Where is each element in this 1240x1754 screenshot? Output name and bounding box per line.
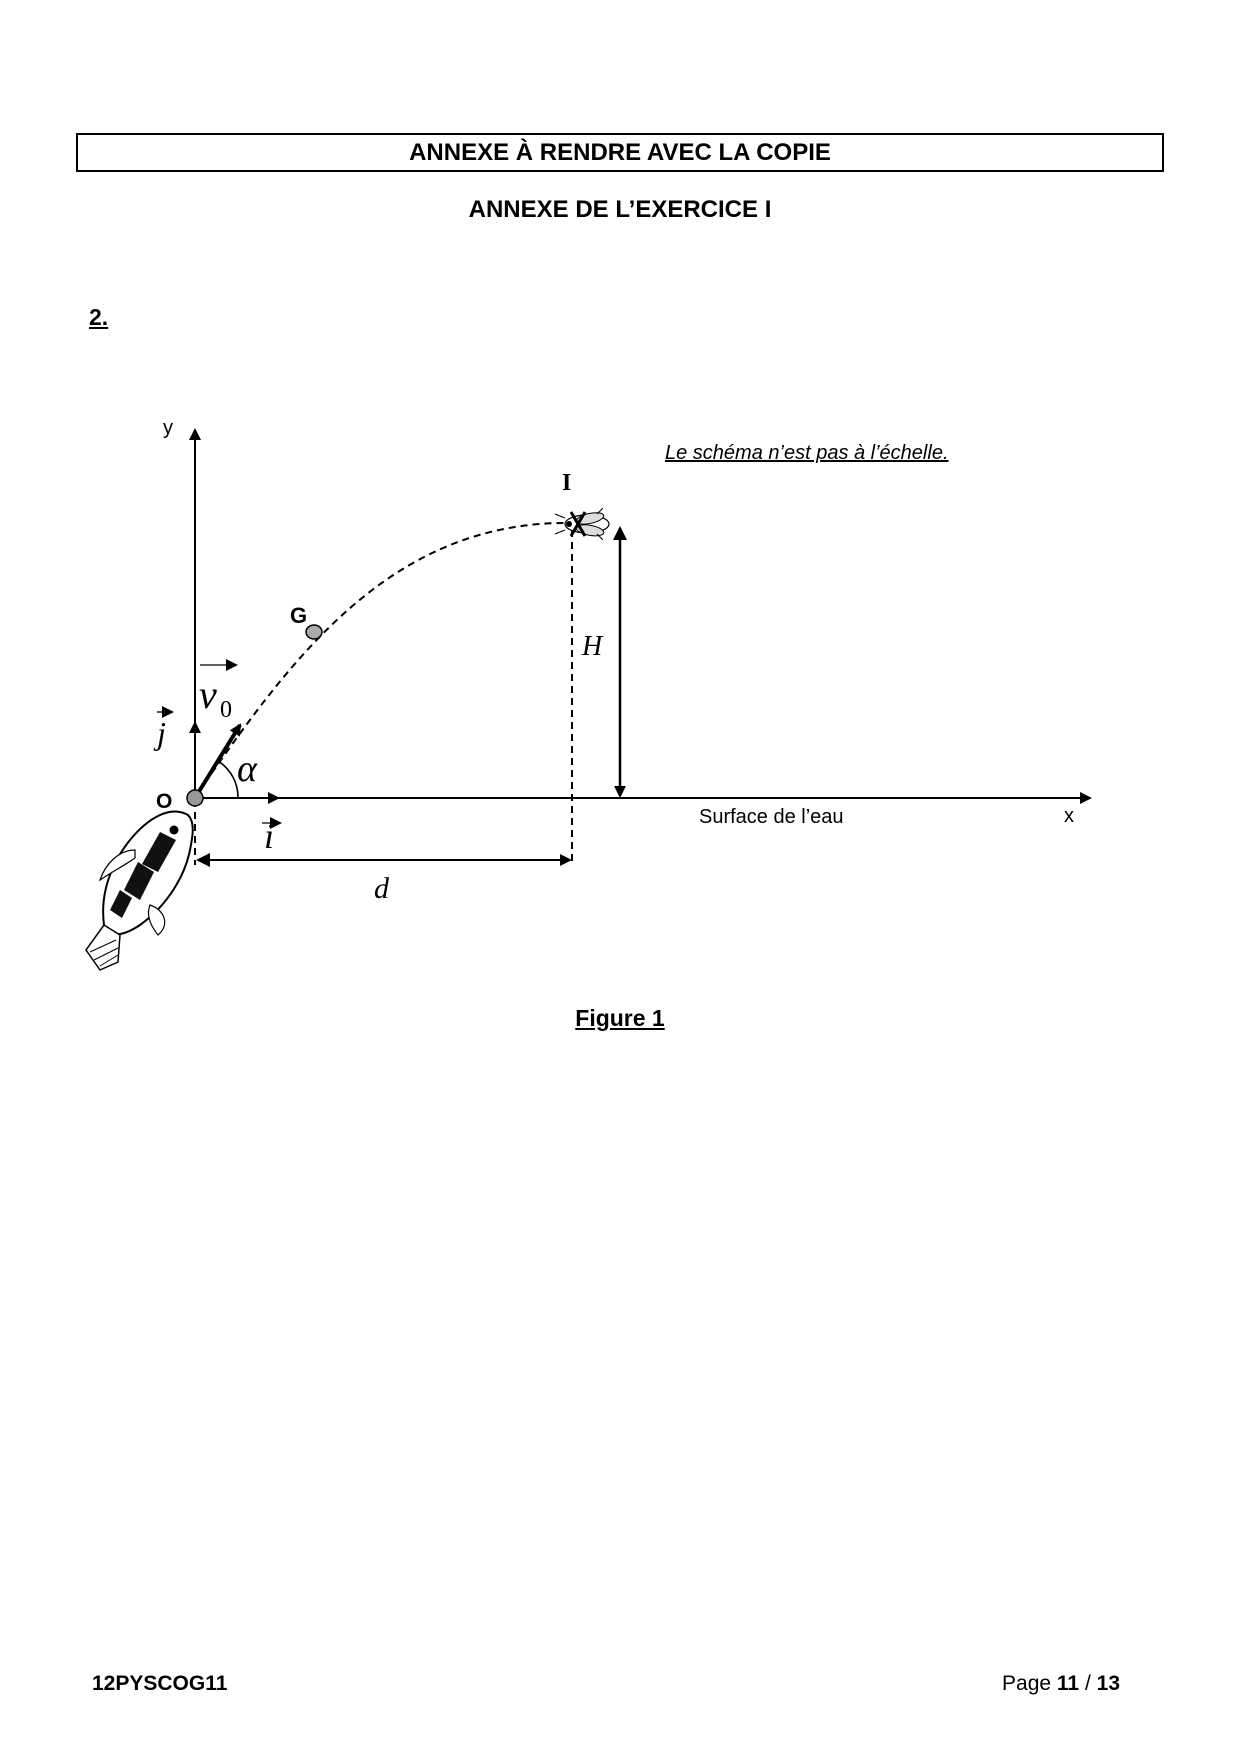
- vector-v0-label: v: [199, 672, 217, 717]
- vector-v0-arrow: [195, 725, 240, 798]
- vector-i-label: i: [264, 816, 275, 856]
- question-number: 2.: [89, 304, 109, 330]
- scale-note: Le schéma n’est pas à l’échelle.: [665, 442, 949, 464]
- point-g-label: G: [290, 603, 308, 628]
- vector-j-label: j: [157, 715, 166, 751]
- vector-v0-subscript: 0: [220, 697, 232, 723]
- figure-caption: Figure 1: [575, 1005, 665, 1031]
- insect-icon: [555, 508, 609, 540]
- page-current: 11: [1056, 1672, 1080, 1695]
- point-g-marker: [306, 625, 322, 639]
- page-number: [900, 1672, 1120, 1696]
- y-axis-label: y: [163, 417, 173, 439]
- angle-alpha-arc: [218, 761, 238, 798]
- page-separator: /: [1084, 1672, 1091, 1695]
- origin-marker: [187, 790, 203, 806]
- height-h-label: H: [582, 631, 603, 662]
- distance-d-label: d: [374, 872, 389, 905]
- annex-header-title: ANNEXE À RENDRE AVEC LA COPIE: [409, 138, 831, 166]
- angle-alpha-label: α: [237, 748, 257, 790]
- water-surface-label: Surface de l’eau: [699, 806, 844, 828]
- point-i-label: I: [562, 470, 572, 496]
- page-total: 13: [1096, 1672, 1120, 1695]
- archer-fish-icon: [86, 812, 193, 970]
- document-code: 12PYSCOG11: [92, 1672, 228, 1695]
- origin-label: O: [156, 790, 173, 813]
- x-axis-label: x: [1064, 805, 1074, 827]
- page-prefix: Page: [1002, 1672, 1052, 1695]
- annex-subtitle: ANNEXE DE L’EXERCICE I: [468, 196, 772, 223]
